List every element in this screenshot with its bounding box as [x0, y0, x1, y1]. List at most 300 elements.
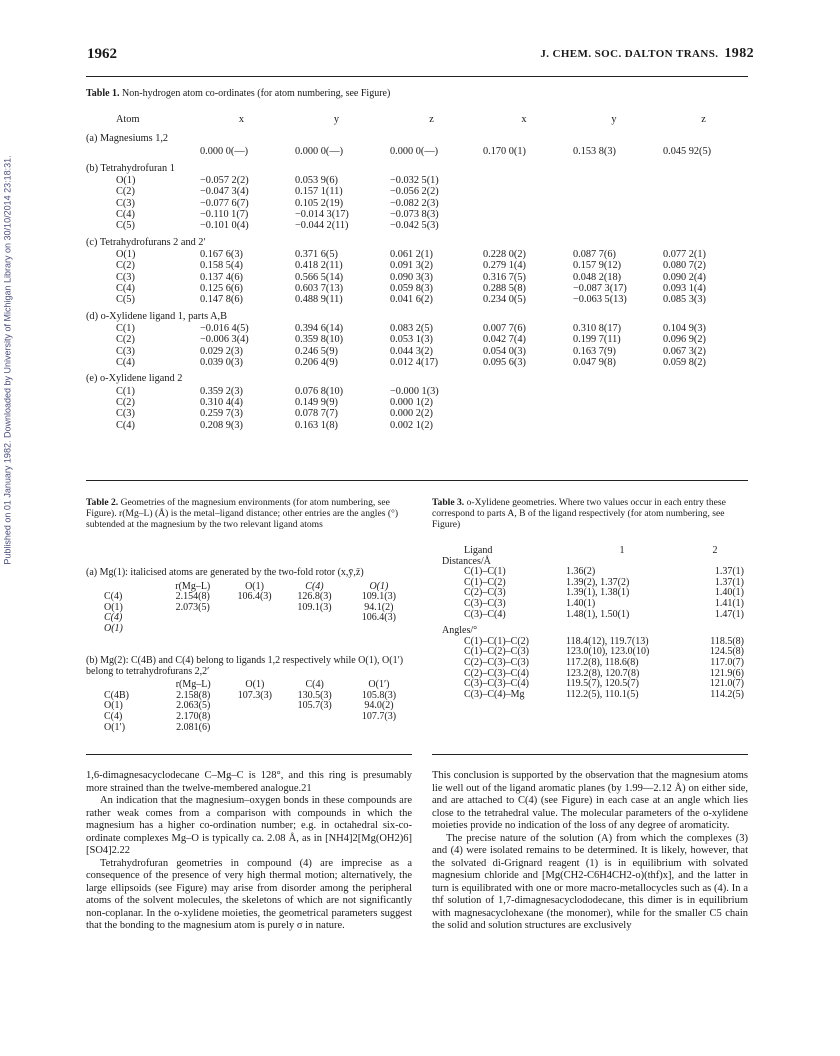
- table1-coordinate-cell: 0.359 8(10): [295, 334, 344, 346]
- table2-header-cell: r(Mg–L): [175, 679, 211, 691]
- table1-coordinate-cell: 0.059 8(3): [390, 282, 433, 294]
- table3-value-cell: 1.36(2): [566, 566, 596, 578]
- table1-coordinate-cell: [479, 397, 569, 408]
- table2-ligand-cell: C(4): [104, 710, 123, 722]
- table1-coordinate-cell: 0.029 2(3): [200, 345, 243, 357]
- table3-header-row: [432, 546, 748, 557]
- table3-row: [432, 690, 748, 701]
- table1-row: [86, 357, 748, 368]
- table3-value-cell: 1.37(1): [714, 576, 744, 588]
- table1-row: [86, 249, 748, 260]
- table2-value-cell: [226, 701, 283, 712]
- table3-value-cell: 1.40(1): [714, 587, 744, 599]
- table2-value-cell: 126.8(3): [297, 591, 332, 603]
- table1-coordinate-cell: [569, 175, 659, 186]
- table1-coordinate-cell: 0.105 2(19): [295, 197, 344, 209]
- table1-coordinate-cell: 0.199 7(11): [573, 334, 621, 346]
- table1-coordinate-cell: [479, 186, 569, 197]
- table3-bond-cell: C(1)–C(1)–C(2): [464, 635, 529, 647]
- table3-bond-cell: C(1)–C(2): [464, 576, 506, 588]
- table3-caption-text: o-Xylidene geometries. Where two values occur in each entry these correspond to parts A, B of the ligand respectively (for atom numbering, see Figure): [432, 497, 726, 531]
- table2-value-cell: 105.7(3): [297, 700, 332, 712]
- table1-coordinate-cell: 0.259 7(3): [200, 408, 243, 420]
- table1-atom-cell: C(4): [116, 419, 135, 431]
- body-paragraph: An indication that the magnesium–oxygen bonds in these compounds are rather weak comes from a comparison with compounds in which the magnesium has a higher co-ordination number; e.g. in octahedral six-co-ordinate complexes Mg–O is typically ca. 2.08 Å, as in [NH4]2[Mg(OH2)6][SO4]2.22: [86, 795, 412, 856]
- table3-value-cell: 1.47(1): [714, 608, 744, 620]
- table1-coordinate-cell: [569, 420, 659, 431]
- table1-row: [86, 386, 748, 397]
- table3-header-cell: Ligand: [464, 545, 493, 556]
- body-text-right-column: [432, 770, 748, 933]
- table1-coordinate-cell: −0.077 6(7): [200, 197, 249, 209]
- table1-coordinate-cell: [659, 386, 748, 397]
- table1-coordinate-cell: −0.063 5(13): [573, 294, 627, 306]
- table2-value-cell: 2.063(5): [176, 700, 211, 712]
- table1-coordinate-cell: −0.014 3(17): [295, 208, 349, 220]
- table1-atom-cell: C(4): [116, 356, 135, 368]
- table1-coordinate-cell: 0.228 0(2): [483, 249, 526, 261]
- table1-section-title: (d) o-Xylidene ligand 1, parts A,B: [86, 310, 227, 322]
- table1-header-cell: Atom: [116, 114, 140, 126]
- table1-row: [86, 272, 748, 283]
- table3-row: [432, 599, 748, 610]
- table3-value-cell: 124.5(8): [709, 646, 744, 658]
- table1-coordinate-cell: −0.082 2(3): [390, 197, 439, 209]
- table2-value-cell: 106.4(3): [361, 612, 396, 624]
- table1-coordinate-cell: [659, 397, 748, 408]
- table1-coordinate-cell: 0.048 2(18): [573, 271, 622, 283]
- table3-value-cell: 123.0(10), 123.0(10): [566, 646, 650, 658]
- table1-coordinate-cell: 0.044 3(2): [390, 345, 433, 357]
- table2-value-cell: 2.170(8): [176, 710, 211, 722]
- table1-coordinate-cell: −0.042 5(3): [390, 220, 439, 232]
- table3-value-cell: 121.0(7): [709, 678, 744, 690]
- table1-coordinate-cell: 0.047 9(8): [573, 356, 616, 368]
- table1-coordinate-cell: −0.047 3(4): [200, 186, 249, 198]
- body-paragraph: The precise nature of the solution (A) from which the complexes (3) and (4) were isolated remains to be determined. It is likely, however, that the solvated di-Grignard reagent (1) is in equilibrium with solvated magnesium chloride and [Mg(CH2-C6H4CH2-o)(thf)x], and the latter in turn is equilibrated with one or more macro-metallocycles such as (4). In a thf solution of 1,7-dimagnesacyclododecane, this dimer is in equilibrium with magnesacyclohexane (the monomer), while for the smaller C5 chain the solid and solution structures are exclusively: [432, 832, 748, 931]
- table1-coordinates: [86, 112, 748, 431]
- table2-ligand-cell: O(1): [104, 700, 123, 712]
- table1-coordinate-cell: [479, 220, 569, 231]
- table1-coordinate-cell: [659, 186, 748, 197]
- table2-header-cell: O(1): [369, 580, 389, 592]
- table1-section-heading: [86, 128, 748, 146]
- table1-row: [86, 334, 748, 345]
- table1-coordinate-cell: 0.153 8(3): [573, 146, 616, 157]
- table2-label: Table 2.: [86, 497, 119, 508]
- table2-row: [86, 624, 412, 635]
- table1-coordinate-cell: [659, 408, 748, 419]
- table2-value-cell: 2.154(8): [175, 591, 210, 603]
- table1-coordinate-cell: 0.000 0(—): [295, 146, 344, 157]
- table1-row: [86, 323, 748, 334]
- table1-coordinate-cell: 0.000 1(2): [390, 397, 433, 409]
- table3-value-cell: 1.39(2), 1.37(2): [566, 576, 630, 588]
- table3-bond-cell: C(1)–C(1): [464, 566, 506, 578]
- table1-coordinate-cell: 0.053 1(3): [390, 334, 433, 346]
- table2-value-cell: [226, 712, 283, 723]
- journal-header: [540, 46, 754, 62]
- table1-coordinate-cell: −0.057 2(2): [200, 175, 249, 187]
- table1-bottom-rule: [86, 480, 748, 481]
- table2-value-cell: 2.073(5): [175, 601, 210, 613]
- table3-value-cell: 118.5(8): [710, 635, 744, 647]
- table1-coordinate-cell: 0.061 2(1): [390, 249, 433, 261]
- body-paragraph: Tetrahydrofuran geometries in compound (4) are imprecise as a consequence of the presence of very high thermal motion; alternatively, the large ellipsoids (see Figure) may arise from disorder among the peripheral atoms of the solvent molecules, the skeletons of which are not significantly non-coplanar. In the o-xylidene moieties, the geometrical parameters suggest that the bonding to the magnesium atom is purely σ in nature.: [86, 857, 412, 931]
- table1-coordinate-cell: [659, 209, 748, 220]
- table3-bond-cell: C(3)–C(4): [464, 608, 506, 620]
- download-notice-text: Published on 01 January 1982. Downloaded by University of Michigan Library on 30/10/2014 23:18:31.: [3, 155, 13, 565]
- table1-row: [86, 186, 748, 197]
- table1-atom-cell: C(4): [116, 282, 135, 294]
- table2-value-cell: [226, 603, 283, 614]
- table2-ligand-cell: O(1′): [104, 721, 126, 733]
- header-rule: [86, 76, 748, 77]
- table1-coordinate-cell: 0.007 7(6): [483, 323, 526, 335]
- table1-atom-cell: C(3): [116, 408, 135, 420]
- table1-header-cell: x: [238, 114, 245, 126]
- table1-atom-cell: C(1): [116, 386, 135, 398]
- table1-coordinate-cell: [569, 220, 659, 231]
- table1-coordinate-cell: 0.125 6(6): [200, 282, 243, 294]
- table1-coordinate-cell: 0.002 1(2): [390, 419, 433, 431]
- table1-coordinate-cell: 0.234 0(5): [483, 294, 526, 306]
- table2-value-cell: [346, 723, 412, 734]
- table2-value-cell: [160, 624, 226, 635]
- table1-coordinate-cell: 0.091 3(2): [390, 260, 433, 272]
- table2-ligand-cell: O(1): [104, 622, 123, 634]
- table1-header-cell: z: [701, 114, 706, 126]
- table1-section-heading: [86, 231, 748, 249]
- table1-section-heading: [86, 157, 748, 175]
- table2-value-cell: 94.0(2): [364, 700, 394, 712]
- table3-header-cell: 2: [712, 545, 718, 556]
- table3-value-cell: 117.0(7): [710, 656, 744, 668]
- table1-atom-cell: C(1): [116, 323, 135, 335]
- table3-group-angles: Angles/°: [442, 625, 478, 637]
- table1-coordinate-cell: 0.053 9(6): [295, 175, 338, 187]
- table1-row: [86, 294, 748, 305]
- table1-coordinate-cell: 0.359 2(3): [200, 386, 243, 398]
- table1-row: [86, 198, 748, 209]
- table1-coordinate-cell: [569, 209, 659, 220]
- table1-coordinate-cell: −0.073 8(3): [390, 208, 439, 220]
- table1-coordinate-cell: 0.488 9(11): [295, 294, 343, 306]
- table1-coordinate-cell: [479, 386, 569, 397]
- table1-coordinate-cell: 0.059 8(2): [663, 356, 706, 368]
- table2-value-cell: 109.1(3): [297, 601, 332, 613]
- table1-row: [86, 260, 748, 271]
- table2-value-cell: 2.158(8): [176, 689, 211, 701]
- table1-atom-cell: C(3): [116, 271, 135, 283]
- table1-coordinate-cell: [659, 175, 748, 186]
- download-notice: [0, 40, 16, 680]
- table2-ligand-cell: C(4B): [104, 689, 129, 701]
- table2-value-cell: [346, 624, 412, 635]
- table2-part-b-note: (b) Mg(2): C(4B) and C(4) belong to ligands 1,2 respectively while O(1), O(1′) belong to tetrahydrofurans 2,2′: [86, 655, 404, 677]
- table1-coordinate-cell: 0.394 6(14): [295, 323, 344, 335]
- table2-value-cell: [160, 613, 226, 624]
- table1-coordinate-cell: 0.041 6(2): [390, 294, 433, 306]
- journal-name: J. CHEM. SOC. DALTON TRANS.: [540, 48, 719, 60]
- table1-coordinate-cell: 0.093 1(4): [663, 282, 706, 294]
- table1-atom-cell: C(2): [116, 334, 135, 346]
- table1-row: [86, 209, 748, 220]
- table1-atom-cell: C(2): [116, 260, 135, 272]
- table1-row: [86, 408, 748, 419]
- table1-coordinate-cell: 0.158 5(4): [200, 260, 243, 272]
- table1-coordinate-cell: −0.032 5(1): [390, 175, 439, 187]
- table1-header-cell: x: [521, 114, 527, 126]
- table3-bond-cell: C(3)–C(3): [464, 597, 506, 609]
- table1-coordinate-cell: 0.316 7(5): [483, 271, 526, 283]
- table1-coordinate-cell: 0.096 9(2): [663, 334, 706, 346]
- table1-coordinate-cell: 0.206 4(9): [295, 356, 338, 368]
- table2-value-cell: 109.1(3): [361, 591, 396, 603]
- body-text-left-column: [86, 770, 412, 933]
- table1-coordinate-cell: 0.418 2(11): [295, 260, 343, 272]
- table3-header-cell: 1: [619, 545, 625, 556]
- table2-caption-text: Geometries of the magnesium environments (for atom numbering, see Figure). r(Mg–L) (Å) is the metal–ligand distance; other entries are the angles (°) subtended at the magnesium by the two relevant ligand atoms: [86, 497, 399, 531]
- table1-row: [86, 146, 748, 157]
- table1-coordinate-cell: 0.310 8(17): [573, 323, 622, 335]
- table1-coordinate-cell: 0.167 6(3): [200, 249, 243, 261]
- table1-coordinate-cell: [569, 186, 659, 197]
- table2-header-cell: r(Mg–L): [175, 580, 211, 592]
- table3-row: [432, 610, 748, 621]
- table3-bottom-rule: [432, 754, 748, 755]
- table1-header-row: [86, 112, 748, 128]
- table1-section-title: (c) Tetrahydrofurans 2 and 2′: [86, 236, 206, 248]
- table1-atom-cell: C(3): [116, 197, 135, 209]
- table3-value-cell: 1.37(1): [714, 566, 744, 578]
- table1-caption: [86, 88, 390, 99]
- table3-bond-cell: C(2)–C(3)–C(4): [464, 667, 529, 679]
- table1-row: [86, 420, 748, 431]
- table1-coordinate-cell: 0.566 5(14): [295, 271, 344, 283]
- table1-coordinate-cell: 0.147 8(6): [200, 294, 243, 306]
- table3-label: Table 3.: [432, 497, 465, 508]
- table2-value-cell: 130.5(3): [297, 689, 332, 701]
- table1-coordinate-cell: 0.000 0(—): [200, 146, 249, 157]
- table1-coordinate-cell: 0.000 0(—): [390, 146, 439, 157]
- table1-coordinate-cell: −0.006 3(4): [200, 334, 249, 346]
- table1-coordinate-cell: 0.208 9(3): [200, 419, 243, 431]
- table1-coordinate-cell: [569, 408, 659, 419]
- table1-coordinate-cell: −0.000 1(3): [390, 386, 439, 398]
- table1-coordinate-cell: 0.170 0(1): [483, 146, 526, 157]
- table2-value-cell: 106.4(3): [237, 591, 272, 603]
- table1-coordinate-cell: −0.056 2(2): [390, 186, 439, 198]
- table1-atom-cell: C(3): [116, 345, 135, 357]
- table2-value-cell: 107.7(3): [361, 710, 397, 722]
- table1-coordinate-cell: 0.078 7(7): [295, 408, 338, 420]
- table3-bond-cell: C(2)–C(3): [464, 587, 506, 599]
- table3-value-cell: 114.2(5): [710, 688, 744, 700]
- table1-coordinate-cell: 0.163 7(9): [573, 345, 616, 357]
- table1-coordinate-cell: [659, 220, 748, 231]
- table2-part-a: [86, 568, 412, 635]
- table1-atom-cell: C(2): [116, 397, 135, 409]
- table1-header-cell: y: [333, 114, 340, 126]
- table2-ligand-cell: O(1): [104, 601, 123, 613]
- table1-coordinate-cell: [569, 386, 659, 397]
- table2-bottom-rule: [86, 754, 412, 755]
- table2-value-cell: 105.8(3): [361, 689, 397, 701]
- table2-value-cell: [226, 613, 283, 624]
- table1-coordinate-cell: −0.101 0(4): [200, 220, 249, 232]
- page-number: 1962: [87, 46, 117, 62]
- table2-value-cell: [226, 723, 283, 734]
- table1-coordinate-cell: [569, 397, 659, 408]
- table1-coordinate-cell: 0.090 2(4): [663, 271, 706, 283]
- table1-coordinate-cell: 0.095 6(3): [483, 356, 526, 368]
- table1-coordinate-cell: [569, 198, 659, 209]
- table1-row: [86, 175, 748, 186]
- table3-value-cell: 118.4(12), 119.7(13): [566, 635, 649, 647]
- table2-row: [86, 592, 412, 603]
- table3-geometries: [432, 546, 748, 700]
- table1-coordinate-cell: 0.149 9(9): [295, 397, 338, 409]
- table2-value-cell: [283, 613, 346, 624]
- table2-header-cell: [86, 582, 160, 593]
- table3-caption: [432, 497, 748, 531]
- table1-row: [86, 283, 748, 294]
- table2-header-cell: C(4): [305, 580, 324, 592]
- table1-coordinate-cell: −0.110 1(7): [200, 208, 249, 220]
- table1-coordinate-cell: 0.067 3(2): [663, 345, 706, 357]
- table1-coordinate-cell: 0.000 2(2): [390, 408, 433, 420]
- table1-coordinate-cell: 0.137 4(6): [200, 271, 243, 283]
- table2-ligand-cell: C(4): [104, 612, 123, 624]
- table1-label: Table 1.: [86, 88, 120, 99]
- table1-coordinate-cell: 0.090 3(3): [390, 271, 433, 283]
- table1-coordinate-cell: 0.054 0(3): [483, 345, 526, 357]
- table2-value-cell: [226, 624, 283, 635]
- table1-coordinate-cell: [479, 198, 569, 209]
- table1-coordinate-cell: 0.163 1(8): [295, 419, 338, 431]
- table1-coordinate-cell: 0.085 3(3): [663, 294, 706, 306]
- table1-coordinate-cell: 0.076 8(10): [295, 386, 344, 398]
- table2-header-cell: O(1′): [368, 679, 390, 691]
- table1-atom-cell: C(2): [116, 186, 135, 198]
- body-paragraph: This conclusion is supported by the observation that the magnesium atoms lie well out of the ligand aromatic planes (by 1.99—2.12 Å) on either side, and are attached to C(4) (see Figure) in each case at an angle which lies close to the tetrahedral value. The molecular parameters of the o-xylidene moieties provide no indication of the loss of any degree of aromaticity.: [432, 770, 748, 831]
- journal-year: 1982: [724, 46, 754, 61]
- table3-bond-cell: C(3)–C(4)–Mg: [464, 688, 525, 700]
- table1-coordinate-cell: 0.087 7(6): [573, 249, 616, 261]
- table1-atom-cell: O(1): [116, 175, 136, 187]
- table2-row: [86, 691, 412, 702]
- table1-coordinate-cell: [479, 420, 569, 431]
- table1-coordinate-cell: 0.157 9(12): [573, 260, 622, 272]
- table1-row: [86, 397, 748, 408]
- table2-value-cell: [283, 712, 345, 723]
- table1-coordinate-cell: −0.044 2(11): [295, 220, 349, 232]
- table1-section-heading: [86, 368, 748, 386]
- body-paragraph: 1,6-dimagnesacyclodecane C–Mg–C is 128°, and this ring is presumably more strained than the twelve-membered analogue.21: [86, 770, 412, 794]
- table3-bond-cell: C(2)–C(3)–C(3): [464, 656, 529, 668]
- table1-header-cell: z: [429, 114, 434, 126]
- table2-caption: [86, 497, 412, 531]
- table1-section-title: (e) o-Xylidene ligand 2: [86, 373, 183, 385]
- table1-section-heading: [86, 305, 748, 323]
- table2-value-cell: 2.081(6): [176, 721, 211, 733]
- table1-atom-cell: C(5): [116, 220, 135, 232]
- table1-coordinate-cell: [479, 408, 569, 419]
- table1-coordinate-cell: 0.012 4(17): [390, 356, 439, 368]
- table1-coordinate-cell: 0.083 2(5): [390, 323, 433, 335]
- table1-coordinate-cell: 0.039 0(3): [200, 356, 243, 368]
- table2-row: [86, 723, 412, 734]
- table2-part-b: [86, 656, 412, 733]
- table2-row: [86, 712, 412, 723]
- table1-atom-cell: C(4): [116, 208, 135, 220]
- table3-value-cell: 1.48(1), 1.50(1): [566, 608, 630, 620]
- table3-bond-cell: C(3)–C(3)–C(4): [464, 678, 529, 690]
- table1-coordinate-cell: 0.077 2(1): [663, 249, 706, 261]
- table3-value-cell: 117.2(8), 118.6(8): [566, 656, 639, 668]
- table1-header-cell: y: [611, 114, 617, 126]
- table1-section-title: (a) Magnesiums 1,2: [86, 133, 169, 145]
- table1-coordinate-cell: [659, 420, 748, 431]
- table1-coordinate-cell: 0.279 1(4): [483, 260, 526, 272]
- table2-header-cell: C(4): [305, 679, 324, 691]
- table1-coordinate-cell: 0.104 9(3): [663, 323, 706, 335]
- table2-value-cell: 94.1(2): [364, 601, 394, 613]
- table2-part-a-note: (a) Mg(1): italicised atoms are generated by the two-fold rotor (x,ȳ,z̄): [86, 567, 364, 578]
- table1-atom-cell: C(5): [116, 294, 135, 306]
- table3-group-distances: Distances/Å: [442, 555, 491, 567]
- table1-coordinate-cell: −0.016 4(5): [200, 323, 249, 335]
- table2-header-cell: O(1): [245, 679, 265, 691]
- table3-value-cell: 119.5(7), 120.5(7): [566, 678, 639, 690]
- table3-value-cell: 123.2(8), 120.7(8): [566, 667, 640, 679]
- table1-coordinate-cell: 0.371 6(5): [295, 249, 338, 261]
- table2-value-cell: [283, 624, 346, 635]
- table3-value-cell: 112.2(5), 110.1(5): [566, 688, 639, 700]
- table3-value-cell: 121.9(6): [709, 667, 744, 679]
- table3-row: [432, 658, 748, 669]
- table1-atom-cell: O(1): [116, 249, 136, 261]
- table1-atom-cell: [86, 146, 194, 157]
- table3-value-cell: 1.41(1): [714, 597, 744, 609]
- table1-coordinate-cell: [479, 209, 569, 220]
- table1-coordinate-cell: 0.157 1(11): [295, 186, 343, 198]
- table3-bond-cell: C(1)–C(2)–C(3): [464, 646, 529, 658]
- table1-caption-text: Non-hydrogen atom co-ordinates (for atom numbering, see Figure): [122, 88, 391, 99]
- table1-coordinate-cell: 0.080 7(2): [663, 260, 706, 272]
- table2-header-cell: O(1): [245, 580, 264, 592]
- table3-value-cell: 1.39(1), 1.38(1): [566, 587, 630, 599]
- table1-row: [86, 220, 748, 231]
- table1-coordinate-cell: [659, 198, 748, 209]
- table1-coordinate-cell: 0.288 5(8): [483, 282, 526, 294]
- table1-coordinate-cell: 0.045 92(5): [663, 146, 712, 157]
- table2-row: [86, 613, 412, 624]
- table1-coordinate-cell: −0.087 3(17): [573, 282, 627, 294]
- table1-section-title: (b) Tetrahydrofuran 1: [86, 162, 175, 174]
- table1-coordinate-cell: 0.310 4(4): [200, 397, 243, 409]
- table1-coordinate-cell: 0.246 5(9): [295, 345, 338, 357]
- table1-row: [86, 346, 748, 357]
- table1-coordinate-cell: [479, 175, 569, 186]
- table1-coordinate-cell: 0.603 7(13): [295, 282, 344, 294]
- table3-value-cell: 1.40(1): [566, 597, 596, 609]
- table2-ligand-cell: C(4): [104, 591, 123, 603]
- table2-value-cell: [283, 723, 345, 734]
- table1-coordinate-cell: 0.042 7(4): [483, 334, 526, 346]
- table2-value-cell: 107.3(3): [237, 689, 272, 701]
